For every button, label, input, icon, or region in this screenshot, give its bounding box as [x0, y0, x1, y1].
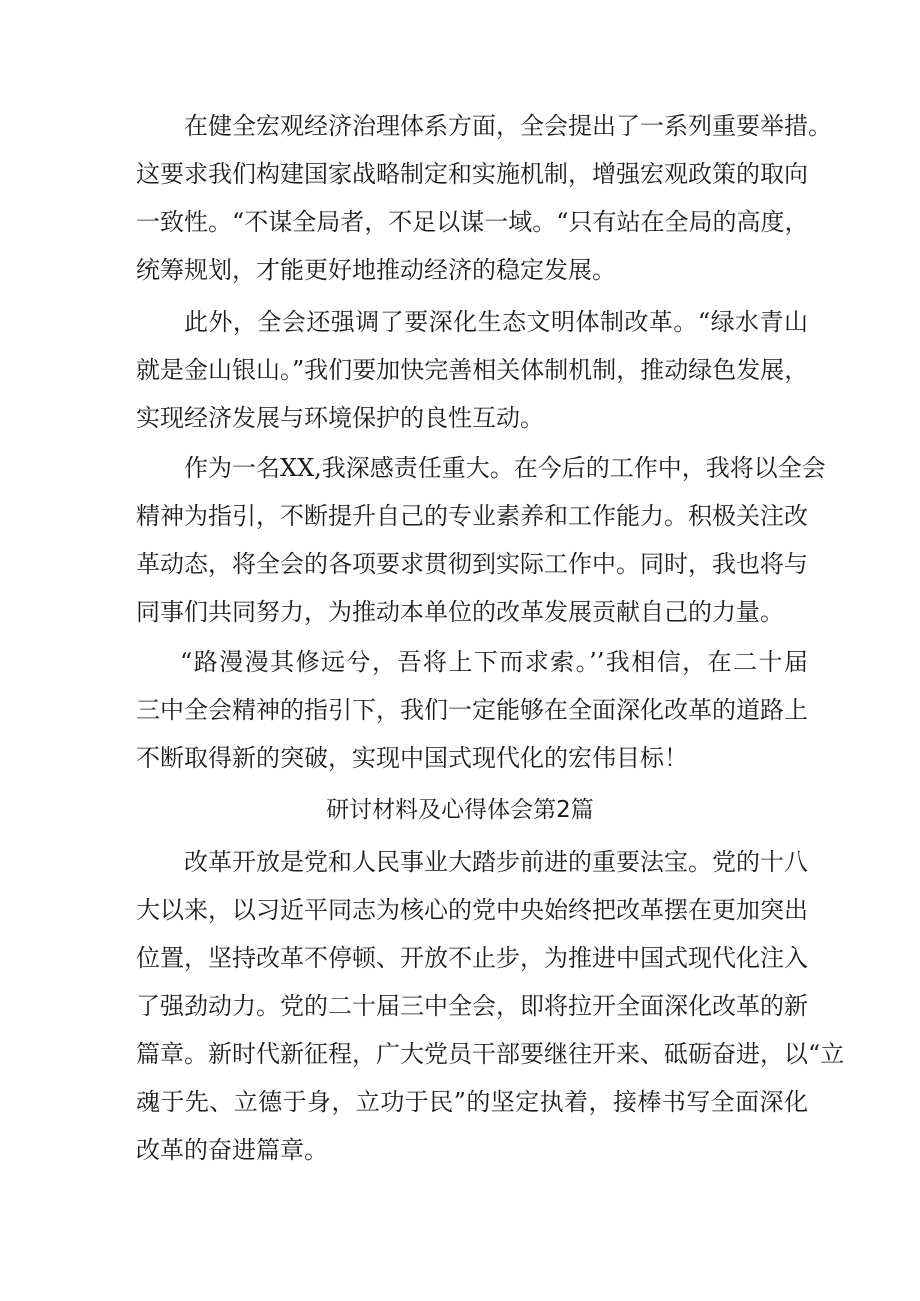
paragraph-closing-quote: [136, 638, 808, 782]
paragraph-line: 三中全会精神的指引下，我们一定能够在全面深化改革的道路上: [136, 696, 808, 724]
paragraph-line: 位置，坚持改革不停顿、开放不止步，为推进中国式现代化注入: [136, 944, 808, 972]
paragraph-reform-opening: [136, 838, 845, 1174]
paragraph-line: “路漫漫其修远兮，吾将上下而求索。’’我相信，在二十届: [180, 648, 808, 676]
paragraph-line: 篇章。新时代新征程，广大党员干部要继往开来、砥砺奋进，以“立: [136, 1040, 845, 1068]
paragraph-line: 统筹规划，才能更好地推动经济的稳定发展。: [136, 256, 616, 284]
paragraph-line: 改革开放是党和人民事业大踏步前进的重要法宝。党的十八: [184, 848, 808, 876]
paragraph-line: 魂于先、立德于身，立功于民”的坚定执着，接棒书写全面深化: [136, 1088, 808, 1116]
paragraph-line: 大以来，以习近平同志为核心的党中央始终把改革摆在更加突出: [136, 896, 808, 924]
paragraph-line: 一致性。“不谋全局者，不足以谋一域。“只有站在全局的高度，: [136, 208, 809, 236]
paragraph-line: 精神为指引，不断提升自己的专业素养和工作能力。积极关注改: [136, 502, 808, 530]
paragraph-line: 作为一名XX,我深感责任重大。在今后的工作中，我将以全会: [184, 454, 826, 482]
paragraph-line: 此外，全会还强调了要深化生态文明体制改革。“绿水青山: [184, 308, 808, 336]
paragraph-line: 就是金山银山。”我们要加快完善相关体制机制，推动绿色发展，: [136, 356, 809, 384]
paragraph-ecological-reform: [136, 298, 808, 442]
paragraph-line: 在健全宏观经济治理体系方面，全会提出了一系列重要举措。: [184, 112, 832, 140]
paragraph-macro-governance: [136, 102, 832, 294]
section-heading: 研讨材料及心得体会第2篇: [326, 797, 594, 823]
paragraph-line: 革动态，将全会的各项要求贯彻到实际工作中。同时，我也将与: [136, 550, 808, 578]
paragraph-personal-responsibility: [136, 444, 826, 636]
paragraph-line: 同事们共同努力，为推动本单位的改革发展贡献自己的力量。: [136, 598, 784, 626]
paragraph-line: 了强劲动力。党的二十届三中全会，即将拉开全面深化改革的新: [136, 992, 808, 1020]
paragraph-line: 这要求我们构建国家战略制定和实施机制，增强宏观政策的取向: [136, 160, 808, 188]
paragraph-line: 不断取得新的突破，实现中国式现代化的宏伟目标！: [136, 744, 688, 772]
paragraph-line: 实现经济发展与环境保护的良性互动。: [136, 404, 544, 432]
paragraph-line: 改革的奋进篇章。: [136, 1136, 328, 1164]
